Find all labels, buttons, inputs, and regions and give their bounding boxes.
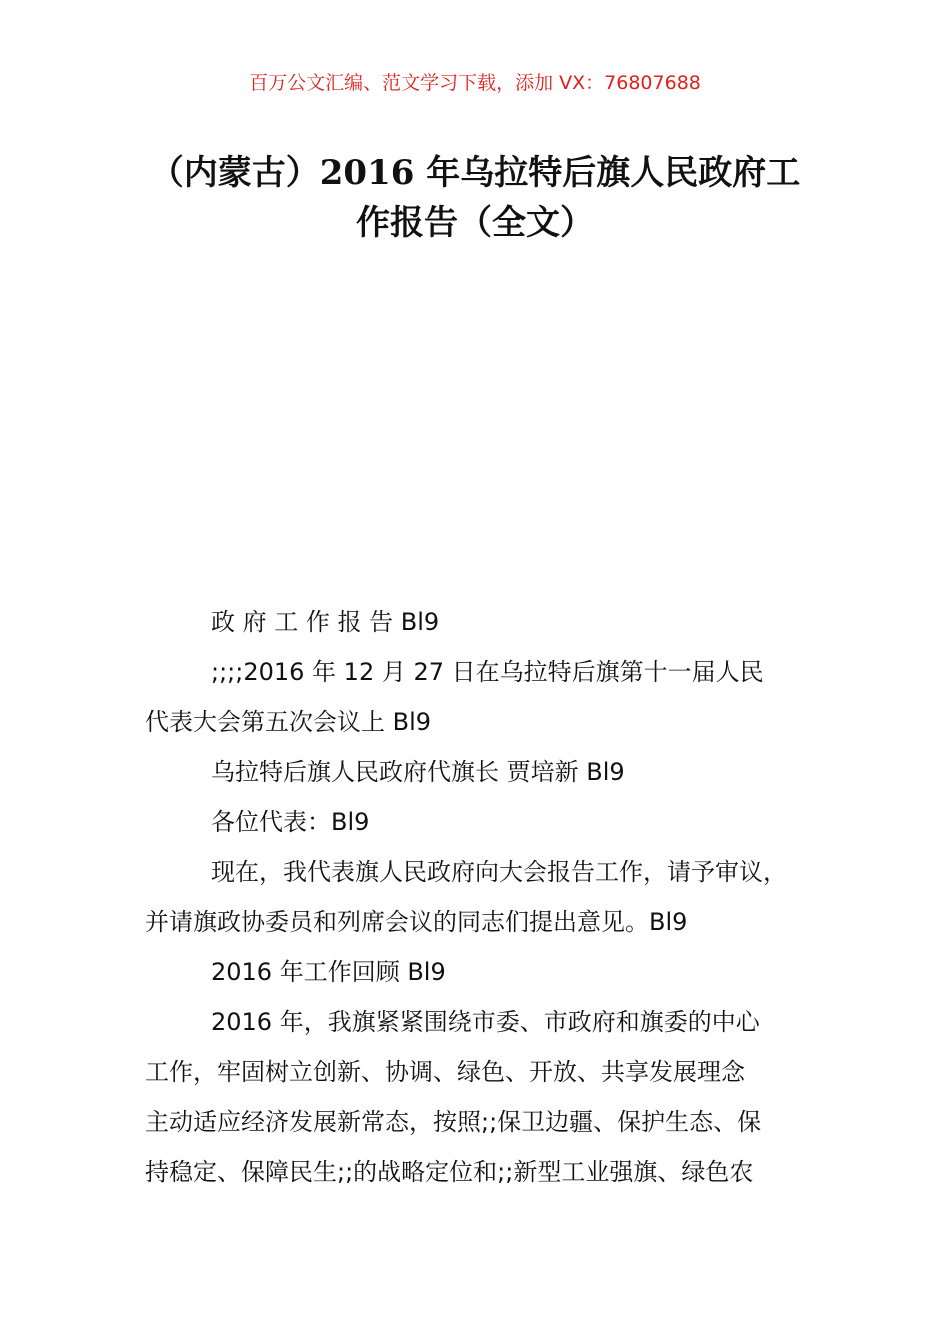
paragraph-line: 主动适应经济发展新常态，按照;;保卫边疆、保护生态、保: [145, 1108, 762, 1136]
paragraph-line: 2016 年，我旗紧紧围绕市委、市政府和旗委的中心: [211, 1008, 760, 1036]
document-body: [145, 602, 845, 1202]
paragraph-line: ;;;;2016 年 12 月 27 日在乌拉特后旗第十一届人民: [211, 658, 764, 686]
paragraph-line: 工作，牢固树立创新、协调、绿色、开放、共享发展理念: [145, 1058, 745, 1086]
paragraph-line: 持稳定、保障民生;;的战略定位和;;新型工业强旗、绿色农: [145, 1158, 754, 1186]
paragraph-line: 代表大会第五次会议上 Bl9: [145, 708, 432, 736]
title-line: 作报告（全文）: [356, 203, 594, 243]
paragraph-line: 政 府 工 作 报 告 Bl9: [211, 608, 440, 636]
paragraph-line: 2016 年工作回顾 Bl9: [211, 958, 446, 986]
paragraph-line: 乌拉特后旗人民政府代旗长 贾培新 Bl9: [211, 758, 625, 786]
document-title: [0, 148, 950, 248]
header-watermark: 百万公文汇编、范文学习下载，添加 VX：76807688: [249, 72, 701, 94]
paragraph-line: 并请旗政协委员和列席会议的同志们提出意见。Bl9: [145, 908, 688, 936]
paragraph-line: 现在，我代表旗人民政府向大会报告工作，请予审议，: [211, 858, 787, 886]
paragraph-line: 各位代表：Bl9: [211, 808, 370, 836]
title-line: （内蒙古）2016 年乌拉特后旗人民政府工: [149, 153, 801, 193]
